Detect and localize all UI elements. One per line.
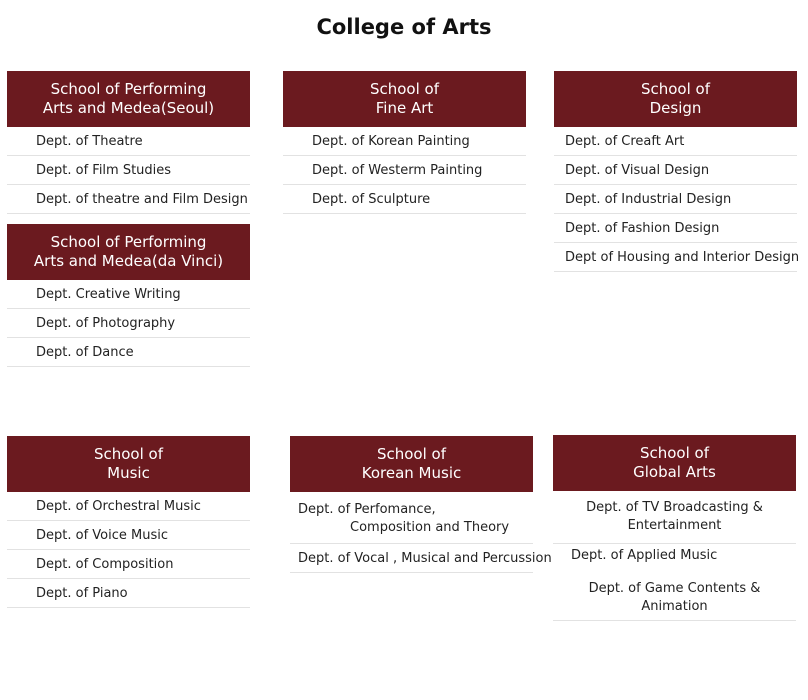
school-header[interactable] [283, 71, 526, 127]
school-header-line: Korean Music [361, 464, 462, 482]
school-header-line: Global Arts [633, 463, 716, 481]
school-header[interactable] [7, 436, 250, 492]
page-title: College of Arts [316, 15, 492, 39]
dept-item[interactable]: Dept. of Sculpture [283, 185, 526, 214]
dept-line: Dept. of Game Contents & [588, 581, 761, 596]
dept-item[interactable]: Dept. of Creaft Art [554, 127, 797, 156]
dept-item[interactable] [553, 576, 796, 621]
dept-item[interactable]: Dept. of Korean Painting [283, 127, 526, 156]
school-performing-arts-seoul [7, 71, 250, 214]
dept-item[interactable]: Dept. of Orchestral Music [7, 492, 250, 521]
dept-list [553, 491, 796, 621]
dept-list [7, 127, 250, 214]
dept-item[interactable]: Dept of Housing and Interior Design [554, 243, 797, 272]
dept-line: Dept. of Perfomance, [298, 502, 436, 517]
dept-item[interactable]: Dept. of Vocal , Musical and Percussion [290, 544, 533, 573]
school-header-line: School of [369, 80, 440, 98]
dept-item[interactable]: Dept. of Film Studies [7, 156, 250, 185]
dept-list [283, 127, 526, 214]
school-header-line: School of [640, 80, 711, 98]
dept-line: Animation [641, 599, 708, 614]
dept-item[interactable]: Dept. of Voice Music [7, 521, 250, 550]
dept-item[interactable]: Dept. of Westerm Painting [283, 156, 526, 185]
school-music [7, 436, 250, 608]
school-header-line: Design [649, 99, 702, 117]
dept-list [554, 127, 800, 272]
dept-list [7, 492, 250, 608]
dept-line: Entertainment [627, 518, 722, 533]
school-korean-music [290, 436, 552, 573]
dept-item[interactable]: Dept. Creative Writing [7, 280, 250, 309]
school-global-arts [553, 435, 796, 621]
dept-list [7, 280, 250, 367]
school-header-line: School of Performing [50, 80, 207, 98]
school-header[interactable] [290, 436, 533, 492]
dept-item[interactable]: Dept. of Photography [7, 309, 250, 338]
dept-item[interactable]: Dept. of Theatre [7, 127, 250, 156]
school-header[interactable] [554, 71, 797, 127]
dept-item[interactable]: Dept. of Fashion Design [554, 214, 797, 243]
school-header-line: School of [93, 445, 164, 463]
dept-item[interactable]: Dept. of Applied Music [571, 548, 718, 563]
school-fine-art [283, 71, 526, 214]
dept-item[interactable]: Dept. of Dance [7, 338, 250, 367]
dept-line: Dept. of TV Broadcasting & [586, 500, 763, 515]
school-header[interactable] [553, 435, 796, 491]
dept-list [290, 492, 552, 573]
dept-item[interactable]: Dept. of Industrial Design [554, 185, 797, 214]
dept-line: Composition and Theory [350, 520, 510, 535]
school-header[interactable] [7, 224, 250, 280]
dept-item[interactable]: Dept. of Piano [7, 579, 250, 608]
dept-item[interactable] [290, 492, 533, 544]
school-header-line: Fine Art [375, 99, 434, 117]
dept-item[interactable]: Dept. of Visual Design [554, 156, 797, 185]
school-performing-arts-davinci [7, 224, 250, 367]
school-header-line: School of Performing [50, 233, 207, 251]
dept-item[interactable]: Dept. of Composition [7, 550, 250, 579]
school-header[interactable] [7, 71, 250, 127]
dept-item[interactable] [553, 491, 796, 544]
dept-item[interactable]: Dept. of theatre and Film Design [7, 185, 250, 214]
school-design [554, 71, 800, 272]
school-header-line: Arts and Medea(Seoul) [42, 99, 215, 117]
school-header-line: School of [376, 445, 447, 463]
school-header-line: Music [107, 464, 150, 482]
school-header-line: School of [639, 444, 710, 462]
school-header-line: Arts and Medea(da Vinci) [33, 252, 224, 270]
